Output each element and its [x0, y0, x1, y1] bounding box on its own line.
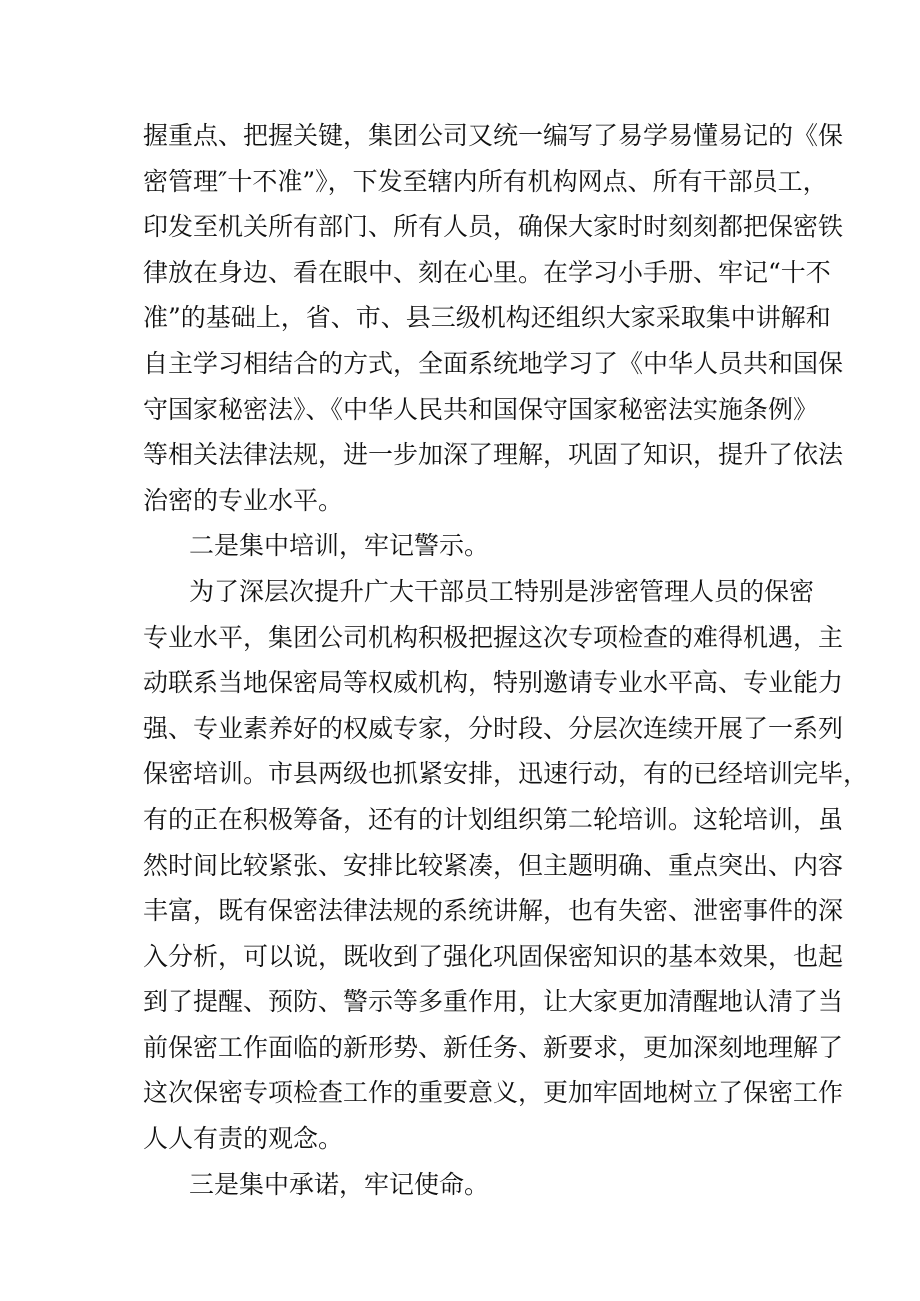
text-line: 入分析，可以说，既收到了强化巩固保密知识的基本效果，也起 [143, 941, 844, 971]
text-line: 这次保密专项检查工作的重要意义，更加牢固地树立了保密工作 [143, 1078, 844, 1108]
paragraph-p2 [143, 569, 869, 1162]
heading-line: 二是集中培训，牢记警示。 [189, 531, 490, 561]
text-line: 保密培训。市县两级也抓紧安排，迅速行动，有的已经培训完毕， [143, 759, 869, 789]
text-line: 前保密工作面临的新形势、新任务、新要求，更加深刻地理解了 [143, 1032, 844, 1062]
text-line: 律放在身边、看在眼中、刻在心里。在学习小手册、牢记“十不 [143, 257, 831, 287]
text-line: 到了提醒、预防、警示等多重作用，让大家更加清醒地认清了当 [143, 987, 844, 1017]
paragraph-p1 [143, 113, 844, 523]
text-line: 丰富，既有保密法律法规的系统讲解，也有失密、泄密事件的深 [143, 896, 844, 926]
text-line: 动联系当地保密局等权威机构，特别邀请专业水平高、专业能力 [143, 668, 844, 698]
text-line: 自主学习相结合的方式，全面系统地学习了《中华人员共和国保 [143, 348, 844, 378]
text-line: 为了深层次提升广大干部员工特别是涉密管理人员的保密 [189, 576, 815, 606]
heading-line: 三是集中承诺，牢记使命。 [189, 1169, 490, 1199]
text-line: 准”的基础上，省、市、县三级机构还组织大家采取集中讲解和 [143, 303, 831, 333]
text-line: 印发至机关所有部门、所有人员，确保大家时时刻刻都把保密铁 [143, 212, 844, 242]
text-line: 然时间比较紧张、安排比较紧凑，但主题明确、重点突出、内容 [143, 850, 844, 880]
text-line: 强、专业素养好的权威专家，分时段、分层次连续开展了一系列 [143, 713, 844, 743]
text-line: 治密的专业水平。 [143, 485, 344, 515]
document-body [143, 113, 869, 1207]
text-line: 密管理″十不准”》，下发至辖内所有机构网点、所有干部员工， [143, 166, 828, 196]
text-line: 等相关法律法规，进一步加深了理解，巩固了知识，提升了依法 [143, 440, 844, 470]
section-heading-commitment [143, 1162, 803, 1208]
section-heading-training [143, 523, 803, 569]
text-line: 人人有责的观念。 [143, 1124, 344, 1154]
text-line: 专业水平，集团公司机构积极把握这次专项检查的难得机遇，主 [143, 622, 844, 652]
text-line: 守国家秘密法》、《中华人民共和国保守国家秘密法实施条例》 [143, 394, 819, 424]
text-line: 握重点、把握关键，集团公司又统一编写了易学易懂易记的《保 [143, 121, 844, 150]
text-line: 有的正在积极筹备，还有的计划组织第二轮培训。这轮培训，虽 [143, 804, 844, 834]
